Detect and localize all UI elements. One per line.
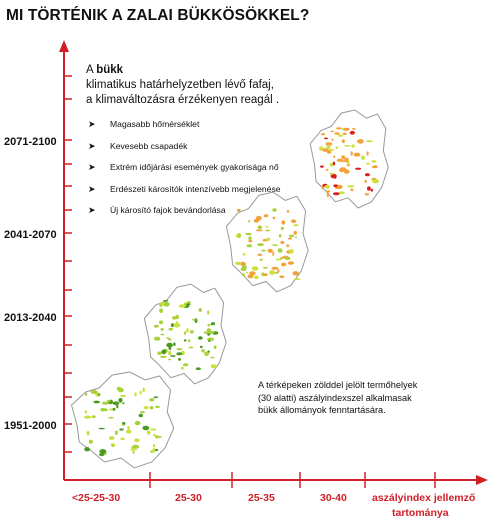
effect-item: ➤ Extrém időjárási események gyakorisága nő — [88, 162, 279, 172]
intro-prefix: A — [86, 64, 97, 76]
forest-patch — [334, 132, 340, 135]
forest-patch — [243, 253, 246, 256]
forest-patch — [252, 266, 259, 270]
forest-patch — [365, 173, 370, 176]
arrow-bullet-icon: ➤ — [88, 119, 96, 129]
x-range-label: 25-35 — [248, 492, 275, 504]
forest-patch — [272, 244, 278, 246]
forest-patch — [153, 396, 158, 398]
forest-patch — [322, 148, 328, 152]
forest-patch — [294, 278, 301, 280]
forest-patch — [272, 252, 274, 256]
forest-patch — [288, 237, 292, 239]
forest-patch — [199, 308, 202, 312]
forest-patch — [196, 367, 201, 370]
forest-patch — [248, 240, 252, 242]
forest-patch — [245, 233, 251, 236]
arrow-bullet-icon: ➤ — [88, 162, 96, 172]
forest-patch — [172, 316, 177, 319]
effect-item: ➤ Új károsító fajok bevándorlása — [88, 205, 226, 215]
forest-patch — [122, 402, 124, 404]
forest-patch — [329, 173, 333, 175]
forest-patch — [344, 158, 348, 162]
forest-patch — [85, 393, 87, 396]
forest-patch — [173, 342, 175, 346]
forest-patch — [173, 323, 180, 327]
county-map — [310, 110, 388, 208]
forest-patch — [210, 357, 214, 359]
forest-patch — [142, 426, 149, 431]
forest-patch — [258, 225, 263, 229]
forest-patch — [204, 331, 208, 333]
forest-patch — [367, 186, 371, 190]
forest-patch — [160, 334, 164, 336]
forest-patch — [154, 325, 159, 328]
county-map — [144, 284, 226, 384]
forest-patch — [91, 390, 98, 394]
forest-patch — [340, 167, 347, 171]
x-axis-title-line-2: tartománya — [392, 507, 449, 519]
forest-patch — [340, 128, 343, 130]
arrow-bullet-icon: ➤ — [88, 205, 96, 215]
forest-patch — [166, 343, 173, 348]
county-outline — [226, 192, 308, 292]
forest-patch — [331, 139, 333, 142]
forest-patch — [214, 345, 217, 349]
forest-patch — [208, 331, 214, 334]
intro-species: bükk — [96, 64, 124, 76]
forest-patch — [153, 444, 155, 448]
forest-patch — [109, 436, 115, 440]
forest-patch — [152, 448, 155, 453]
forest-patch — [163, 302, 170, 307]
forest-patch — [134, 392, 136, 396]
effect-item: ➤ Erdészeti károsítók intenzívebb megjelenése — [88, 183, 281, 194]
forest-patch — [257, 254, 262, 256]
forest-patch — [295, 236, 297, 238]
forest-patch — [248, 236, 251, 240]
forest-patch — [120, 395, 126, 397]
forest-patch — [257, 243, 264, 246]
x-range-label: 25-30 — [175, 492, 202, 504]
forest-patch — [342, 139, 345, 143]
forest-patch — [169, 328, 174, 331]
forest-patch — [280, 257, 284, 259]
forest-patch — [272, 208, 276, 211]
forest-patch — [170, 355, 175, 357]
forest-patch — [326, 190, 330, 192]
forest-patch — [122, 424, 124, 426]
forest-patch — [337, 128, 339, 130]
forest-patch — [246, 244, 252, 247]
forest-patch — [144, 406, 149, 409]
forest-patch — [207, 324, 210, 326]
forest-patch — [320, 165, 324, 167]
forest-patch — [365, 193, 370, 195]
forest-patch — [375, 165, 377, 167]
forest-patch — [87, 431, 90, 435]
forest-patch — [333, 156, 335, 159]
intro-line-2: klimatikus határhelyzetben lévő fafaj, — [86, 79, 274, 91]
forest-patch — [176, 352, 182, 355]
forest-patch — [351, 151, 353, 156]
forest-patch — [154, 337, 160, 341]
forest-patch — [333, 192, 340, 195]
forest-patch — [200, 346, 203, 348]
forest-patch — [105, 409, 108, 411]
forest-patch — [350, 131, 355, 135]
forest-patch — [337, 185, 343, 189]
forest-patch — [139, 414, 143, 418]
y-period-label: 1951-2000 — [4, 420, 57, 432]
forest-patch — [120, 438, 125, 440]
forest-patch — [278, 248, 283, 253]
forest-patch — [168, 359, 171, 361]
forest-patch — [277, 269, 279, 273]
y-period-label: 2013-2040 — [4, 312, 57, 324]
forest-patch — [269, 270, 275, 275]
forest-patch — [242, 273, 245, 276]
forest-patch — [135, 421, 141, 425]
forest-patch — [160, 356, 167, 358]
forest-patch — [366, 163, 370, 165]
forest-patch — [268, 249, 273, 253]
forest-patch — [186, 328, 189, 332]
forest-patch — [159, 320, 163, 324]
page-title: MI TÖRTÉNIK A ZALAI BÜKKÖSÖKKEL? — [6, 7, 310, 24]
forest-patch — [248, 220, 250, 222]
forest-patch — [280, 241, 284, 244]
forest-patch — [293, 271, 299, 275]
forest-patch — [239, 233, 241, 238]
forest-patch — [286, 244, 289, 247]
forest-patch — [112, 445, 115, 447]
forest-patch — [294, 231, 297, 235]
forest-patch — [132, 451, 134, 453]
forest-patch — [372, 179, 379, 183]
forest-patch — [181, 367, 184, 370]
forest-patch — [288, 261, 294, 265]
forest-patch — [147, 430, 151, 434]
forest-patch — [155, 406, 160, 408]
x-range-label: 30-40 — [320, 492, 347, 504]
forest-patch — [371, 160, 376, 163]
forest-patch — [127, 426, 130, 430]
forest-patch — [115, 431, 118, 436]
forest-patch — [207, 310, 209, 314]
forest-patch — [289, 249, 294, 254]
forest-patch — [163, 300, 168, 302]
forest-patch — [177, 348, 183, 350]
forest-patch — [357, 139, 364, 144]
forest-patch — [338, 135, 343, 137]
forest-patch — [102, 402, 107, 405]
forest-patch — [134, 439, 140, 443]
forest-patch — [289, 235, 294, 238]
forest-patch — [266, 226, 269, 228]
forest-patch — [324, 138, 328, 140]
forest-patch — [153, 434, 156, 436]
forest-patch — [254, 276, 259, 280]
forest-patch — [186, 303, 190, 305]
forest-patch — [355, 168, 361, 170]
forest-patch — [266, 238, 270, 242]
forest-patch — [130, 449, 137, 451]
forest-patch — [273, 217, 276, 220]
forest-patch — [109, 417, 114, 419]
forest-patch — [166, 337, 170, 339]
forest-patch — [140, 411, 145, 413]
forest-patch — [331, 131, 334, 133]
effect-item: ➤ Kevesebb csapadék — [88, 140, 188, 151]
forest-patch — [143, 388, 145, 393]
intro-line-3: a klimaváltozásra érzékenyen reagál . — [86, 94, 280, 106]
county-map — [226, 192, 308, 292]
forest-patch — [189, 347, 194, 349]
forest-patch — [188, 339, 191, 342]
forest-patch — [84, 447, 90, 451]
y-period-label: 2041-2070 — [4, 229, 57, 241]
forest-patch — [344, 145, 351, 147]
forest-patch — [263, 267, 268, 269]
forest-patch — [284, 257, 290, 260]
arrow-bullet-icon: ➤ — [88, 183, 96, 194]
forest-patch — [140, 391, 142, 395]
forest-patch — [201, 349, 204, 352]
forest-patch — [265, 230, 270, 232]
forest-patch — [118, 398, 122, 403]
forest-patch — [371, 189, 373, 192]
forest-patch — [352, 128, 356, 130]
forest-patch — [293, 224, 299, 226]
forest-patch — [361, 156, 365, 160]
forest-patch — [159, 304, 162, 307]
forest-patch — [113, 401, 120, 405]
forest-patch — [132, 445, 139, 449]
forest-patch — [149, 398, 154, 401]
forest-patch — [365, 180, 367, 183]
forest-patch — [237, 209, 241, 212]
forest-patch — [246, 272, 249, 274]
forest-patch — [327, 149, 334, 151]
county-outline — [72, 372, 174, 468]
forest-patch — [256, 216, 262, 221]
forest-patch — [256, 229, 263, 231]
forest-patch — [242, 265, 247, 269]
forest-patch — [178, 358, 181, 361]
forest-patch — [198, 336, 203, 340]
forest-patch — [99, 453, 105, 456]
forest-patch — [327, 192, 329, 197]
forest-patch — [161, 328, 164, 331]
forest-patch — [335, 146, 338, 149]
forest-patch — [343, 128, 350, 131]
forest-patch — [161, 350, 166, 355]
forest-patch — [155, 436, 162, 438]
forest-patch — [367, 151, 369, 155]
forest-patch — [118, 388, 124, 392]
forest-patch — [113, 408, 115, 411]
effect-item: ➤ Magasabb hőmérséklet — [88, 119, 200, 129]
forest-patch — [93, 401, 100, 404]
forest-patch — [343, 133, 347, 135]
forest-patch — [351, 144, 354, 147]
forest-patch — [126, 430, 132, 434]
forest-patch — [92, 415, 96, 418]
forest-patch — [207, 338, 214, 342]
forest-patch — [211, 364, 217, 368]
forest-patch — [84, 416, 91, 419]
forest-patch — [116, 405, 118, 409]
forest-patch — [159, 308, 163, 313]
forest-patch — [190, 330, 194, 333]
forest-patch — [281, 220, 285, 224]
forest-patch — [211, 322, 215, 325]
forest-patch — [326, 169, 329, 171]
forest-patch — [235, 262, 241, 265]
forest-patch — [168, 351, 172, 356]
forest-patch — [150, 429, 156, 431]
arrow-bullet-icon: ➤ — [88, 140, 96, 151]
forest-patch — [260, 259, 263, 261]
forest-patch — [347, 164, 351, 166]
forest-patch — [333, 162, 335, 166]
forest-patch — [279, 234, 281, 238]
forest-patch — [334, 177, 336, 179]
forest-patch — [264, 214, 269, 217]
forest-patch — [281, 263, 286, 267]
forest-patch — [321, 133, 325, 135]
forest-patch — [184, 339, 187, 341]
forest-patch — [204, 352, 209, 357]
forest-patch — [281, 227, 284, 230]
forest-patch — [183, 363, 189, 366]
forest-patch — [99, 428, 105, 430]
county-outline — [310, 110, 388, 208]
forest-patch — [248, 274, 254, 278]
map-legend-note: A térképeken zölddel jelölt termőhelyek (30 alatti) aszályindexszel alkalmasak bükk állományok fenntartására. — [258, 380, 418, 416]
y-period-label: 2071-2100 — [4, 136, 57, 148]
forest-patch — [89, 440, 93, 444]
forest-patch — [179, 304, 186, 307]
forest-patch — [261, 272, 264, 276]
forest-patch — [184, 331, 186, 335]
forest-patch — [279, 275, 284, 278]
forest-patch — [325, 185, 330, 189]
forest-patch — [106, 400, 111, 402]
forest-patch — [271, 267, 278, 270]
forest-patch — [327, 145, 331, 149]
forest-patch — [291, 219, 296, 223]
forest-patch — [287, 210, 289, 213]
forest-patch — [192, 319, 196, 321]
forest-patch — [261, 250, 266, 252]
forest-patch — [347, 185, 354, 187]
forest-patch — [350, 189, 353, 192]
forest-patch — [366, 140, 373, 142]
forest-patch — [99, 449, 106, 454]
forest-patch — [354, 153, 361, 157]
forest-patch — [150, 406, 154, 409]
county-map — [72, 372, 174, 468]
x-range-label: <25-25-30 — [72, 492, 121, 504]
forest-patch — [85, 410, 87, 413]
forest-patch — [119, 428, 123, 430]
x-axis-title: aszályindex jellemző — [372, 492, 476, 504]
forest-patch — [339, 191, 345, 194]
forest-patch — [208, 340, 210, 342]
